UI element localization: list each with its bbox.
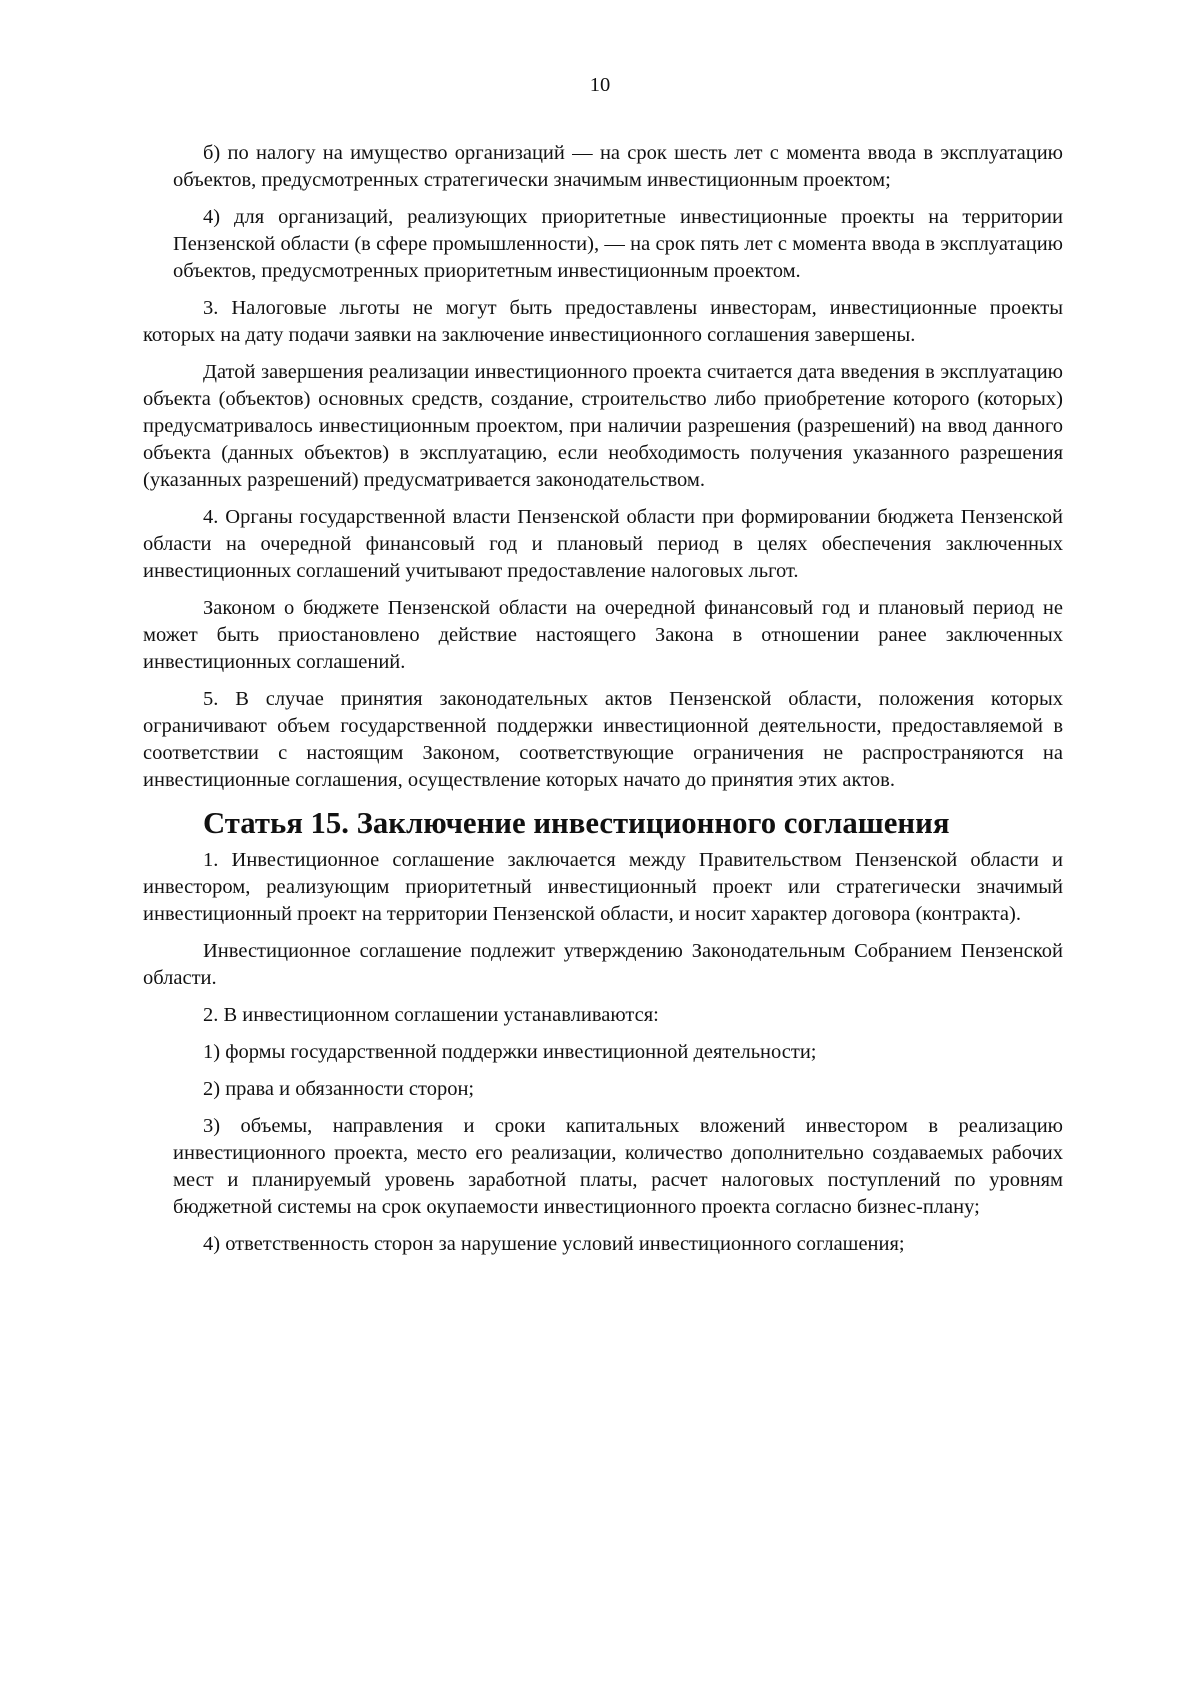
article-15-heading: Статья 15. Заключение инвестиционного соглашения (203, 806, 950, 840)
paragraph-15-approval: Инвестиционное соглашение подлежит утверждению Законодательным Собранием Пензенской области. (143, 940, 1063, 989)
paragraph-5: 5. В случае принятия законодательных актов Пензенской области, положения которых ограничивают объем государственной поддержки инвестиционной деятельности, предоставляемой в соответствии с настоящим Законом, соответствующие ограничения не распространяются на инвестиционные соглашения, осуществление которых начато до принятия этих актов. (143, 688, 1063, 791)
paragraph-item-b: б) по налогу на имущество организаций — на срок шесть лет с момента ввода в эксплуатацию объектов, предусмотренных стратегически значимым инвестиционным проектом; (173, 142, 1063, 191)
list-item-15-2-1: 1) формы государственной поддержки инвестиционной деятельности; (203, 1041, 817, 1063)
paragraph-completion-date: Датой завершения реализации инвестиционного проекта считается дата введения в эксплуатацию объекта (объектов) основных средств, создание, строительство либо приобретение которого (которых) предусматривалось инвестиционным проектом, при наличии разрешения (разрешений) на ввод данного объекта (данных объектов) в эксплуатацию, если необходимость получения указанного разрешения (указанных разрешений) предусматривается законодательством. (143, 361, 1063, 491)
page-number: 10 (589, 74, 611, 96)
list-item-15-2-3: 3) объемы, направления и сроки капитальных вложений инвестором в реализацию инвестиционного проекта, место его реализации, количество дополнительно создаваемых рабочих мест и планируемый уровень заработной платы, расчет налоговых поступлений по уровням бюджетной системы на срок окупаемости инвестиционного проекта согласно бизнес-плану; (173, 1115, 1063, 1218)
list-item-15-2-4: 4) ответственность сторон за нарушение условий инвестиционного соглашения; (203, 1233, 905, 1255)
paragraph-15-1: 1. Инвестиционное соглашение заключается между Правительством Пензенской области и инвестором, реализующим приоритетный инвестиционный проект или стратегически значимый инвестиционный проект на территории Пензенской области, и носит характер договора (контракта). (143, 849, 1063, 925)
paragraph-budget-law: Законом о бюджете Пензенской области на очередной финансовый год и плановый период не может быть приостановлено действие настоящего Закона в отношении ранее заключенных инвестиционных соглашений. (143, 597, 1063, 673)
paragraph-item-4: 4) для организаций, реализующих приоритетные инвестиционные проекты на территории Пензенской области (в сфере промышленности), — на срок пять лет с момента ввода в эксплуатацию объектов, предусмотренных приоритетным инвестиционным проектом. (173, 206, 1063, 282)
paragraph-4: 4. Органы государственной власти Пензенской области при формировании бюджета Пензенской области на очередной финансовый год и плановый период в целях обеспечения заключенных инвестиционных соглашений учитывают предоставление налоговых льгот. (143, 506, 1063, 582)
paragraph-15-2: 2. В инвестиционном соглашении устанавливаются: (203, 1004, 659, 1026)
document-body (143, 140, 1063, 1268)
list-item-15-2-2: 2) права и обязанности сторон; (203, 1078, 475, 1100)
paragraph-3: 3. Налоговые льготы не могут быть предоставлены инвесторам, инвестиционные проекты которых на дату подачи заявки на заключение инвестиционного соглашения завершены. (143, 297, 1063, 346)
